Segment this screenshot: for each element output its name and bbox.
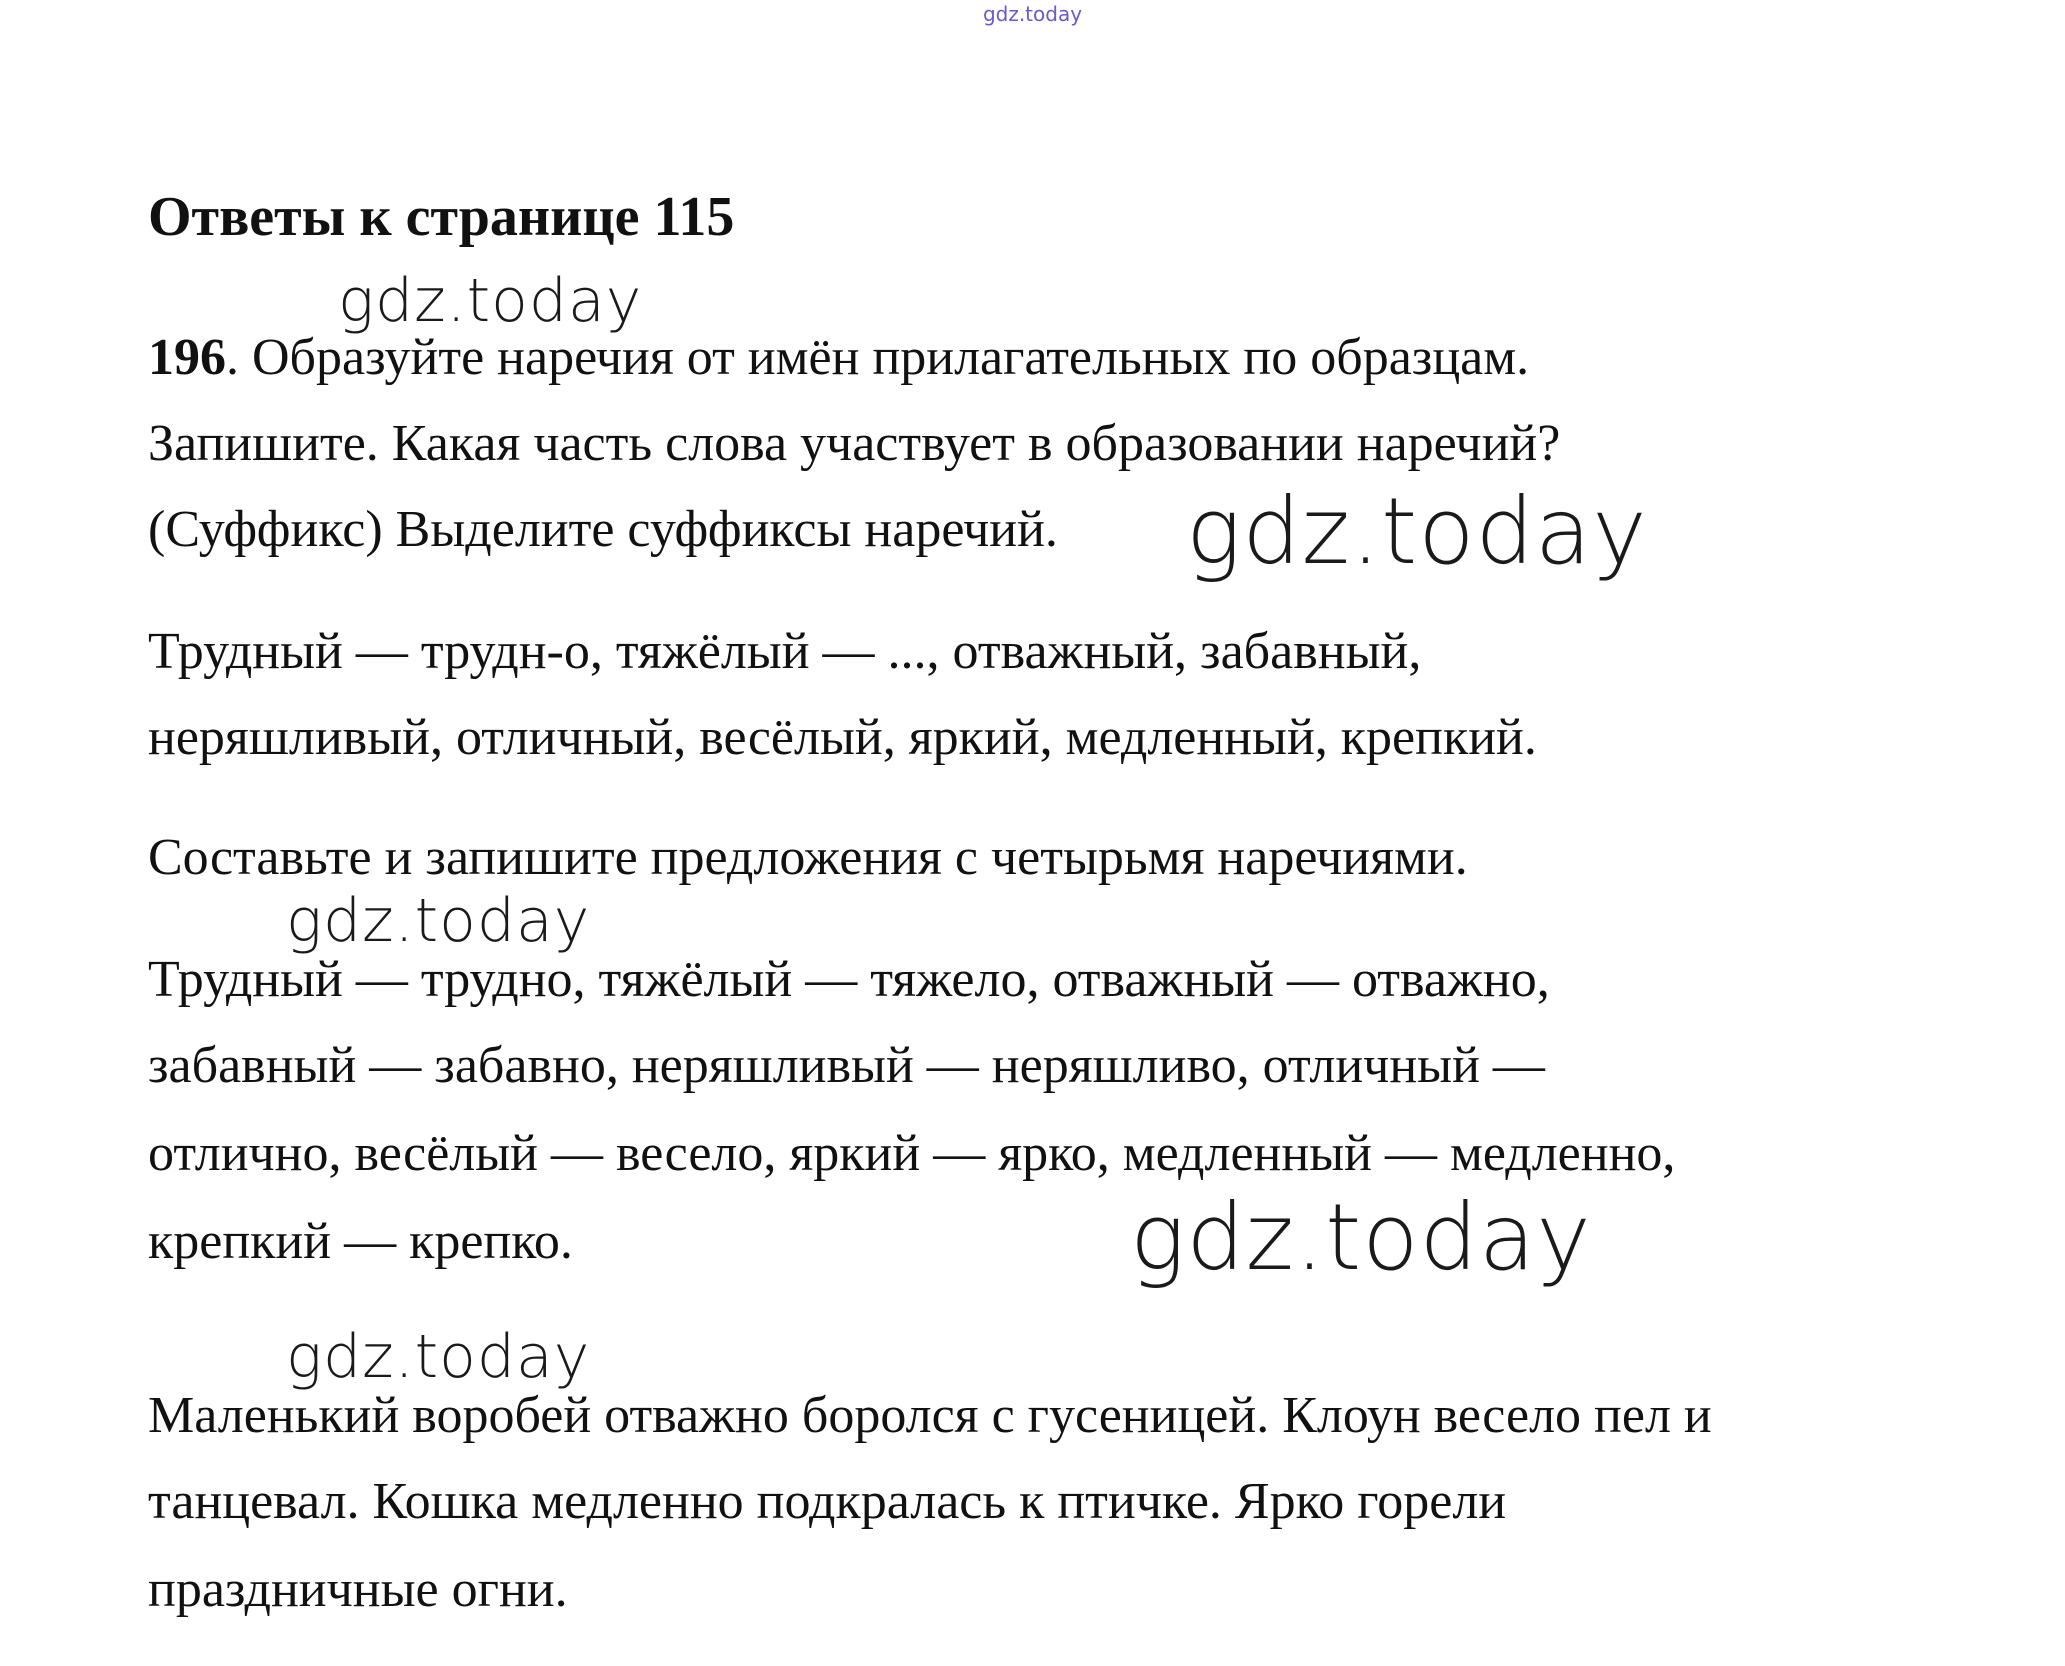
answer-line-1: Трудный — трудно, тяжёлый — тяжело, отважный — отважно,: [148, 951, 1550, 1008]
example-line-1: Трудный — трудн-о, тяжёлый — ..., отважный, забавный,: [148, 623, 1422, 680]
example-line-2: неряшливый, отличный, весёлый, яркий, медленный, крепкий.: [148, 709, 1537, 766]
sentences-line-2: танцевал. Кошка медленно подкралась к птичке. Ярко горели: [148, 1473, 1507, 1530]
instruction-line: Составьте и запишите предложения с четырьмя наречиями.: [148, 829, 1468, 886]
task-line-2: Запишите. Какая часть слова участвует в образовании наречий?: [148, 415, 1561, 472]
answer-line-4: крепкий — крепко.: [148, 1213, 573, 1270]
watermark-5: gdz.today: [286, 1322, 591, 1392]
task-line-1: [148, 326, 1529, 390]
page-heading: Ответы к странице 115: [148, 186, 735, 248]
task-text-1: . Образуйте наречия от имён прилагательных по образцам.: [226, 329, 1530, 386]
sentences-line-3: праздничные огни.: [148, 1561, 568, 1618]
task-line-3: (Суффикс) Выделите суффиксы наречий.: [148, 501, 1058, 558]
watermark-1: gdz.today: [338, 266, 643, 336]
answer-line-2: забавный — забавно, неряшливый — неряшливо, отличный —: [148, 1037, 1545, 1094]
top-watermark: gdz.today: [982, 2, 1083, 26]
task-number: 196: [148, 329, 226, 386]
answer-line-3: отлично, весёлый — весело, яркий — ярко, медленный — медленно,: [148, 1125, 1676, 1182]
watermark-2: gdz.today: [1186, 478, 1648, 585]
watermark-3: gdz.today: [286, 886, 591, 956]
sentences-line-1: Маленький воробей отважно боролся с гусеницей. Клоун весело пел и: [148, 1387, 1712, 1444]
watermark-4: gdz.today: [1130, 1184, 1592, 1291]
